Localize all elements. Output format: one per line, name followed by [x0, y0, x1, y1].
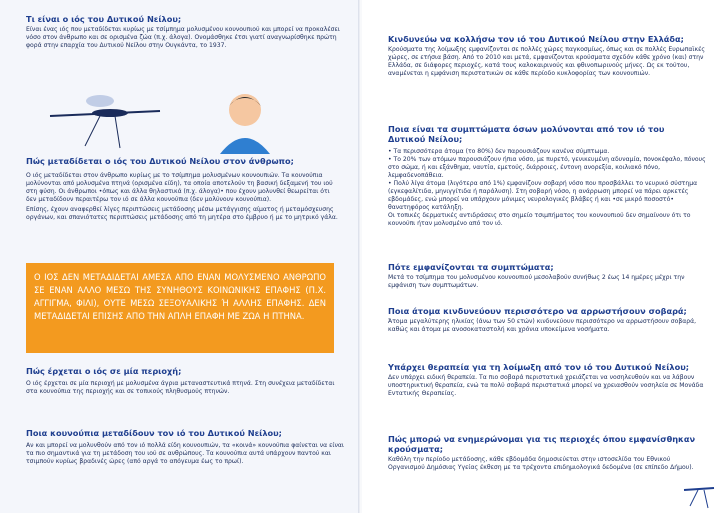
section-title: Τι είναι ο ιός του Δυτικού Νείλου;: [26, 14, 182, 24]
section-title: Πώς μεταδίδεται ο ιός του Δυτικού Νείλου στον άνθρωπο;: [26, 156, 294, 166]
section-body: Είναι ένας ιός που μεταδίδεται κυρίως με τσίμπημα μολυσμένου κουνουπιού και μπορεί να προκαλέσει νόσο στον άνθρωπο και σε ορισμένα ζώα (π.χ. άλογα). Ονομάσθηκε έτσι γιατί αναγνωρίσθηκε πρώτη φορά στην επαρχία του Δυτικού Νείλου στην Ουγκάντα, το 1937.: [26, 26, 340, 49]
section-title: Ποια άτομα κινδυνεύουν περισσότερο να αρρωστήσουν σοβαρά;: [388, 306, 687, 316]
section-body: Άτομα μεγαλύτερης ηλικίας (άνω των 50 ετών) κινδυνεύουν περισσότερο να αρρωστήσουν σοβαρά, καθώς και άτομα με ανοσοκαταστολή και χρόνια υποκείμενα νοσήματα.: [388, 318, 697, 333]
section-title: Πώς έρχεται ο ιός σε μία περιοχή;: [26, 366, 182, 376]
section-what-is: [26, 14, 346, 50]
list-item: • Πολύ λίγα άτομα (λιγότερα από 1%) εμφανίζουν σοβαρή νόσο που προσβάλλει το νευρικό σύστημα (εγκεφαλίτιδα, μηνιγγίτιδα ή παράλυση). Στη σοβαρή νόσο, η ανάρρωση μπορεί να πάρει αρκετές εβδομάδες, ενώ μπορεί να υπάρχουν μόνιμες νευρολογικές βλάβες ή και •σε μικρό ποσοστό• θανατηφόρος κατάληξη.: [388, 180, 698, 211]
section-body: Αν και μπορεί να μολυνθούν από τον ιό πολλά είδη κουνουπιών, τα «κοινά» κουνούπια φαίνεται να είναι τα πιο σημαντικά για τη μετάδοση του ιού σε ανθρώπους. Τα κουνούπια αυτά υπάρχουν παντού και τσιμπούν κυρίως βραδινές ώρες (από αργά το απόγευμα έως το πρωί).: [26, 442, 344, 465]
section-symptoms: [388, 124, 706, 228]
section-high-risk: [388, 306, 706, 334]
section-body: Μετά το τσίμπημα του μολυσμένου κουνουπιού μεσολαβούν συνήθως 2 έως 14 ημέρες μέχρι την εμφάνιση των συμπτωμάτων.: [388, 274, 685, 289]
mosquito-icon: [30, 76, 170, 156]
section-treatment: [388, 362, 706, 398]
warning-banner: Ο ΙΟΣ ΔΕΝ ΜΕΤΑΔΙΔΕΤΑΙ ΑΜΕΣΑ ΑΠΟ ΕΝΑΝ ΜΟΛΥΣΜΕΝΟ ΑΝΘΡΩΠΟ ΣΕ ΕΝΑΝ ΑΛΛΟ ΜΕΣΩ ΤΗΣ ΣΥΝΗΘΟΥΣ ΚΟΙΝΩΝΙΚΗΣ ΕΠΑΦΗΣ (Π.Χ. ΑΓΓΙΓΜΑ, ΦΙΛΙ), ΟΥΤΕ ΜΕΣΩ ΣΕΞΟΥΑΛΙΚΗΣ Ή ΑΛΛΗΣ ΕΠΑΦΗΣ. ΔΕΝ ΜΕΤΑΔΙΔΕΤΑΙ ΕΠΙΣΗΣ ΑΠΟ ΤΗΝ ΑΠΛΗ ΕΠΑΦΗ ΜΕ ΖΩΑ Η ΠΤΗΝΑ.: [26, 263, 334, 353]
section-title: Κινδυνεύω να κολλήσω τον ιό του Δυτικού Νείλου στην Ελλάδα;: [388, 34, 684, 44]
section-title: Ποια είναι τα συμπτώματα όσων μολύνονται από τον ιό του Δυτικού Νείλου;: [388, 124, 665, 144]
section-updates: [388, 434, 706, 472]
section-title: Πώς μπορώ να ενημερώνομαι για τις περιοχές όπου εμφανίσθηκαν κρούσματα;: [388, 434, 696, 454]
section-title: Υπάρχει θεραπεία για τη λοίμωξη από τον ιό του Δυτικού Νείλου;: [388, 362, 689, 372]
section-body: Δεν υπάρχει ειδική θεραπεία. Τα πιο σοβαρά περιστατικά χρειάζεται να νοσηλευθούν και να λάβουν υποστηρικτική θεραπεία, ενώ τα πολύ σοβαρά περιστατικά μπορεί να χρειασθούν νοσηλεία σε Μονάδα Εντατικής Θεραπείας.: [388, 374, 704, 397]
section-risk-greece: [388, 34, 706, 78]
section-body: Καθόλη την περίοδο μετάδοσης, κάθε εβδομάδα δημοσιεύεται στην ιστοσελίδα του Εθνικού Οργανισμού Δημόσιας Υγείας έκθεση με τα τρέχοντα επιδημιολογικά δεδομένα (σε επίπεδο Δήμου).: [388, 456, 694, 471]
section-title: Πότε εμφανίζονται τα συμπτώματα;: [388, 262, 554, 272]
section-body-2: Επίσης, έχουν αναφερθεί λίγες περιπτώσεις μετάδοσης μέσω μετάγγισης αίματος ή μεταμόσχευσης οργάνων, και σπανιότατες περιπτώσεις μετάδοσης από τη μητέρα στο έμβρυο ή με το μητρικό γάλα.: [26, 206, 338, 221]
section-onset: [388, 262, 706, 290]
person-icon: [210, 84, 280, 154]
section-body: Ο ιός μεταδίδεται στον άνθρωπο κυρίως με το τσίμπημα μολυσμένων κουνουπιών. Τα κουνούπια μολύνονται από μολυσμένα πτηνά (ορισμένα είδη), τα οποία αποτελούν τη βασική δεξαμενή του ιού στη φύση. Οι άνθρωποι •όπως και άλλα θηλαστικά (π.χ. άλογα)• που έχουν μολυνθεί θεωρείται ότι δεν μεταδίδουν περαιτέρω τον ιό σε άλλα κουνούπια (δεν μολύνουν κουνούπια).: [26, 172, 333, 203]
section-title: Ποια κουνούπια μεταδίδουν τον ιό του Δυτικού Νείλου;: [26, 428, 282, 438]
list-item: Οι τοπικές δερματικές αντιδράσεις στο σημείο τσιμπήματος του κουνουπιού δεν σημαίνουν ότι το κουνούπι ήταν μολυσμένο από τον ιό.: [388, 212, 691, 227]
list-item: • Το 20% των ατόμων παρουσιάζουν ήπια νόσο, με πυρετό, γενικευμένη αδυναμία, πονοκέφαλο, πόνους στο σώμα, ή και εξάνθημα, ναυτία, εμετούς, διάρροιες, έντονη ανορεξία, κοιλιακό πόνο, λεμφαδενοπάθεια.: [388, 156, 706, 179]
mosquito-icon: [680, 470, 718, 510]
list-item: • Τα περισσότερα άτομα (το 80%) δεν παρουσιάζουν κανένα σύμπτωμα.: [388, 148, 610, 155]
section-transmission: [26, 156, 346, 222]
section-body: Ο ιός έρχεται σε μία περιοχή με μολυσμένα άγρια μεταναστευτικά πτηνά. Στη συνέχεια μεταδίδεται στα κουνούπια της περιοχής και σε τοπικούς πληθυσμούς πτηνών.: [26, 380, 335, 395]
section-arrival: [26, 366, 346, 396]
section-mosquitoes: [26, 428, 346, 466]
right-page: [362, 0, 720, 513]
section-body: Κρούσματα της λοίμωξης εμφανίζονται σε πολλές χώρες παγκοσμίως, όπως και σε πολλές Ευρωπαϊκές χώρες, σε ετήσια βάση. Από το 2010 και μετά, εμφανίζονται κρούσματα σχεδόν κάθε χρόνο (και) στην Ελλάδα, σε διάφορες περιοχές, κατά τους καλοκαιρινούς και φθινοπωρινούς μήνες. Ως εκ τούτου, αναμένεται η εμφάνιση περιστατικών σε κάθε περίοδο κυκλοφορίας των κουνουπιών.: [388, 46, 705, 77]
